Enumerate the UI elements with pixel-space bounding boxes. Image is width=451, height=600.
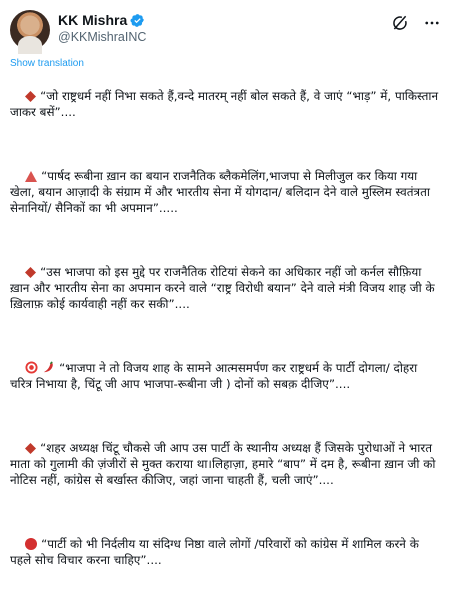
- red-diamond-icon: [25, 443, 36, 454]
- header-actions: [391, 14, 441, 32]
- paragraph-text: “भाजपा ने तो विजय शाह के सामने आत्मसमर्पण कर राष्ट्रधर्म के पार्टी दोगला/ दोहरा चरित्र निभाया है, चिंटू जी आप भाजपा-रूबीना जी ) दोनों को सबक़ दीजिए”....: [10, 361, 421, 391]
- author-name-row: [58, 12, 145, 28]
- more-icon[interactable]: [423, 14, 441, 32]
- post-paragraph: [10, 424, 441, 504]
- paragraph-text: “शहर अध्यक्ष चिंटू चौकसे जी आप उस पार्टी के स्थानीय अध्यक्ष हैं जिसके पुरोधाओं ने भारत माता को गुलामी की ज़ंजीरों से मुक्त कराया था।लिहाज़ा, हमारे “बाप” में दम है, रूबीना ख़ान जी को नोटिस नहीं, कांग्रेस से बर्खास्त कीजिए, जहां जाना चाहती हैं, चली जाएं”....: [10, 441, 440, 487]
- author-name[interactable]: KK Mishra: [58, 12, 128, 28]
- red-diamond-icon: [25, 267, 36, 278]
- post-paragraph: [10, 520, 441, 584]
- post-paragraph: [10, 248, 441, 328]
- paragraph-text: “पार्टी को भी निर्दलीय या संदिग्ध निष्ठा वाले लोगों /परिवारों को कांग्रेस में शामिल करने के पहले सोच विचार करना चाहिए”....: [10, 537, 423, 567]
- paragraph-text: “जो राष्ट्रधर्म नहीं निभा सकते हैं,वन्दे मातरम् नहीं बोल सकते हैं, वे जाएं “भाड़” में, पाकिस्तान जाकर बसें”....: [10, 89, 442, 119]
- post-body: [10, 72, 441, 600]
- post-paragraph: [10, 72, 441, 136]
- grok-icon[interactable]: [391, 14, 409, 32]
- paragraph-text: “पार्षद रूबीना ख़ान का बयान राजनैतिक ब्लैकमेलिंग,भाजपा से मिलीजुल कर किया गया खेला, बयान आज़ादी के संग्राम में और भारतीय सेना में योगदान/ बलिदान देने वाले मुस्लिम स्वतंत्रता सेनानियों/ सैनिकों का भी अपमान”.....: [10, 169, 434, 215]
- chili-pepper-icon: [42, 361, 55, 374]
- author-handle[interactable]: @KKMishraINC: [58, 30, 147, 44]
- red-circle-icon: [25, 538, 37, 550]
- verified-badge-icon: [130, 13, 145, 28]
- post-header: [10, 8, 441, 52]
- target-icon: [25, 361, 38, 374]
- show-translation-link[interactable]: Show translation: [10, 58, 84, 69]
- avatar[interactable]: [10, 10, 50, 50]
- paragraph-text: “उस भाजपा को इस मुद्दे पर राजनैतिक रोटियां सेकने का अधिकार नहीं जो कर्नल सौफ़िया ख़ान और भारतीय सेना का अपमान करने वाले “राष्ट्र विरोधी बयान” देने वाले मंत्री विजय शाह जी के ख़िलाफ़ कोई कार्यवाही नहीं कर सकी”....: [10, 265, 439, 311]
- red-triangle-icon: [25, 171, 37, 182]
- red-diamond-icon: [25, 91, 36, 102]
- post-paragraph: [10, 344, 441, 408]
- post-paragraph: [10, 152, 441, 232]
